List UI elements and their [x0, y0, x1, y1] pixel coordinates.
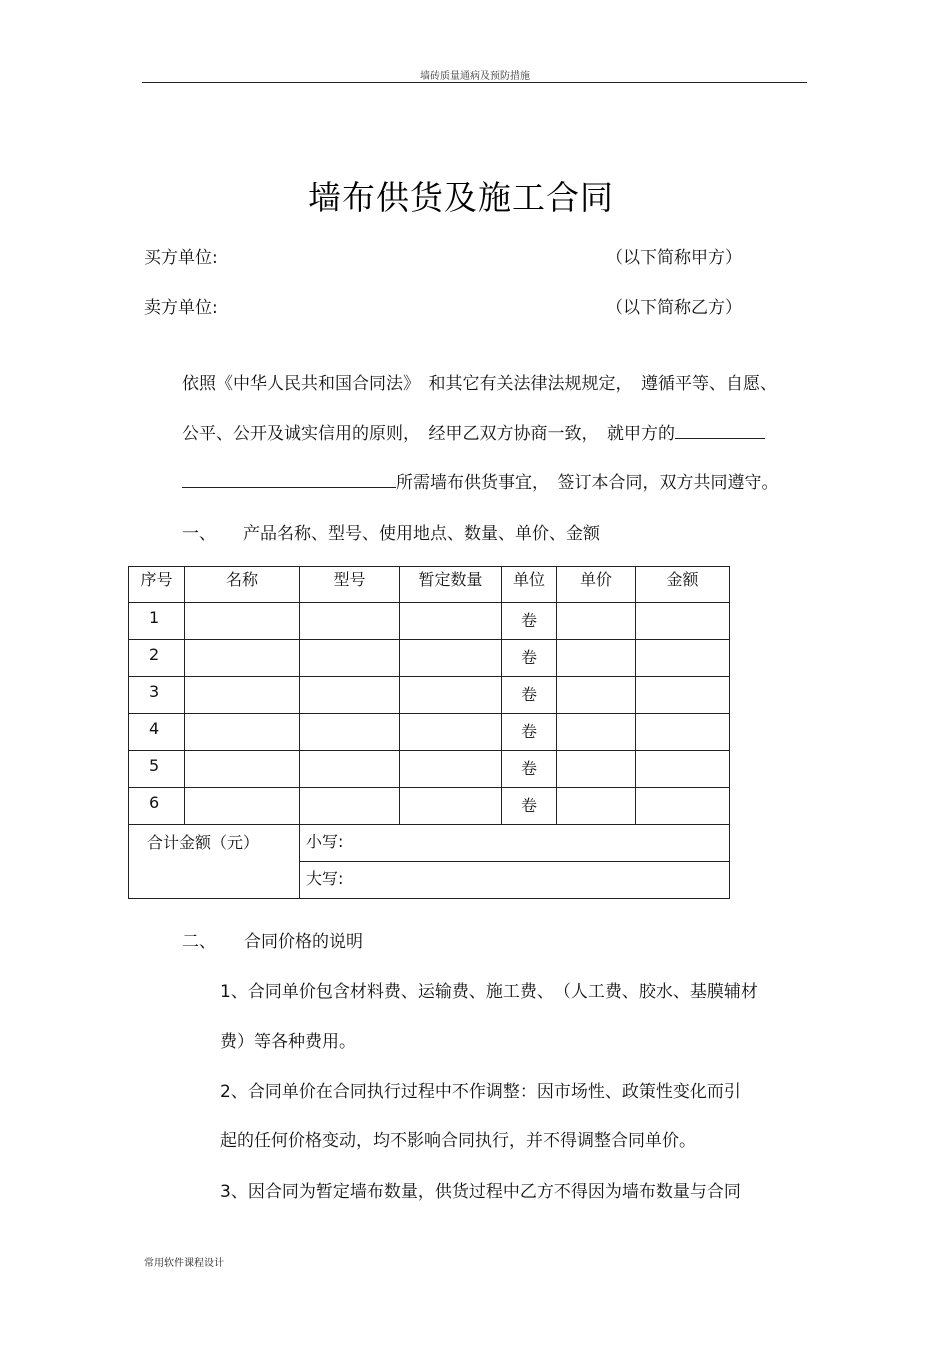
- cell-model: [300, 603, 400, 640]
- row-no: 2: [129, 640, 185, 677]
- table-row: [129, 714, 730, 751]
- cell-model: [300, 640, 400, 677]
- cell-amount: [636, 714, 730, 751]
- section-2-title: 合同价格的说明: [244, 932, 363, 952]
- fill-in-blank: [675, 421, 765, 439]
- cell-name: [185, 640, 300, 677]
- table-row: [129, 751, 730, 788]
- row-no: 5: [129, 751, 185, 788]
- cell-unit-price: [557, 751, 636, 788]
- cell-model: [300, 788, 400, 825]
- cell-quantity: [400, 751, 502, 788]
- clause-2-line-1: 2、合同单价在合同执行过程中不作调整：因市场性、政策性变化而引: [220, 1082, 741, 1102]
- cell-unit-price: [557, 677, 636, 714]
- cell-name: [185, 751, 300, 788]
- intro-line-3-text: 所需墙布供货事宜， 签订本合同，双方共同遵守。: [396, 473, 779, 493]
- fill-in-blank: [182, 470, 396, 488]
- page-footer: 常用软件课程设计: [144, 1258, 224, 1269]
- cell-amount: [636, 677, 730, 714]
- cell-unit-price: [557, 640, 636, 677]
- cell-model: [300, 714, 400, 751]
- cell-amount: [636, 788, 730, 825]
- cell-model: [300, 751, 400, 788]
- table-row: [129, 677, 730, 714]
- col-header-amount: 金额: [636, 567, 730, 603]
- row-no: 4: [129, 714, 185, 751]
- col-header-quantity: 暂定数量: [400, 567, 502, 603]
- row-no: 3: [129, 677, 185, 714]
- table-row: [129, 788, 730, 825]
- cell-model: [300, 677, 400, 714]
- cell-amount: [636, 640, 730, 677]
- row-no: 1: [129, 603, 185, 640]
- total-big-label: 大写:: [300, 862, 730, 899]
- cell-name: [185, 788, 300, 825]
- running-header: 墙砖质量通病及预防措施: [420, 71, 530, 82]
- col-header-name: 名称: [185, 567, 300, 603]
- cell-unit-price: [557, 603, 636, 640]
- clause-1-line-2: 费）等各种费用。: [220, 1032, 356, 1052]
- cell-quantity: [400, 640, 502, 677]
- total-row-small: [129, 825, 730, 862]
- intro-line-2: [182, 419, 765, 444]
- clause-3-line-1: 3、因合同为暂定墙布数量，供货过程中乙方不得因为墙布数量与合同: [220, 1182, 741, 1202]
- cell-name: [185, 677, 300, 714]
- intro-line-3: [182, 468, 779, 493]
- cell-quantity: [400, 603, 502, 640]
- row-no: 6: [129, 788, 185, 825]
- cell-unit: 卷: [502, 677, 557, 714]
- cell-unit: 卷: [502, 788, 557, 825]
- header-rule: [142, 82, 807, 83]
- section-2-number: 二、: [182, 932, 216, 952]
- buyer-label: 买方单位:: [144, 248, 218, 268]
- cell-unit: 卷: [502, 603, 557, 640]
- col-header-model: 型号: [300, 567, 400, 603]
- cell-unit-price: [557, 714, 636, 751]
- total-amount-label: 合计金额（元）: [129, 825, 300, 899]
- cell-amount: [636, 603, 730, 640]
- cell-unit: 卷: [502, 714, 557, 751]
- clause-2-line-2: 起的任何价格变动，均不影响合同执行，并不得调整合同单价。: [220, 1131, 696, 1151]
- cell-quantity: [400, 714, 502, 751]
- table-row: [129, 640, 730, 677]
- seller-label: 卖方单位:: [144, 298, 218, 318]
- cell-quantity: [400, 677, 502, 714]
- table-row: [129, 603, 730, 640]
- product-table: [128, 566, 730, 899]
- table-header-row: [129, 567, 730, 603]
- contract-title: 墙布供货及施工合同: [308, 178, 614, 217]
- seller-alias: （以下简称乙方）: [606, 298, 742, 318]
- cell-name: [185, 603, 300, 640]
- buyer-alias: （以下简称甲方）: [606, 248, 742, 268]
- total-small-label: 小写:: [300, 825, 730, 862]
- cell-unit: 卷: [502, 640, 557, 677]
- cell-name: [185, 714, 300, 751]
- clause-1-line-1: 1、合同单价包含材料费、运输费、施工费、 （人工费、胶水、基膜辅材: [220, 982, 758, 1002]
- col-header-unit-price: 单价: [557, 567, 636, 603]
- cell-unit: 卷: [502, 751, 557, 788]
- cell-amount: [636, 751, 730, 788]
- col-header-no: 序号: [129, 567, 185, 603]
- section-1-title: 产品名称、型号、使用地点、数量、单价、金额: [243, 524, 600, 544]
- intro-line-1: 依照《中华人民共和国合同法》 和其它有关法律法规规定， 遵循平等、自愿、: [182, 374, 777, 394]
- section-1-number: 一、: [182, 524, 216, 544]
- cell-quantity: [400, 788, 502, 825]
- intro-line-2-text: 公平、公开及诚实信用的原则， 经甲乙双方协商一致， 就甲方的: [182, 424, 675, 444]
- col-header-unit: 单位: [502, 567, 557, 603]
- cell-unit-price: [557, 788, 636, 825]
